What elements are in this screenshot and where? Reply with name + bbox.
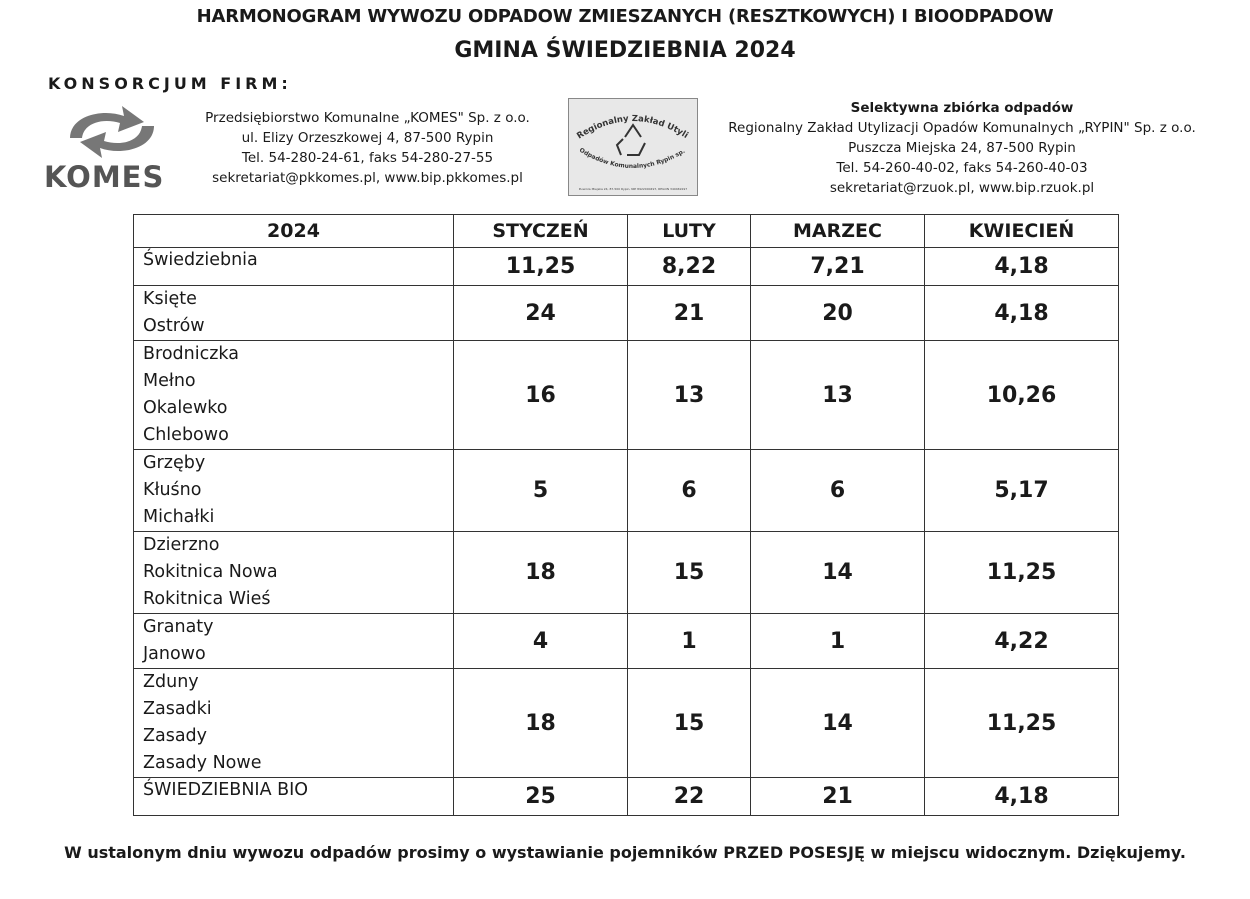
date-cell: 14 [751, 532, 925, 614]
table-row [134, 669, 1119, 778]
location-name: Kłuśno [143, 480, 202, 500]
date-cell: 4 [454, 614, 628, 669]
date-cell: 21 [628, 286, 751, 341]
date-cell: 4,22 [925, 614, 1119, 669]
date-cell: 11,25 [454, 248, 628, 286]
date-cell: 22 [628, 778, 751, 816]
location-name: Zduny [143, 672, 199, 692]
column-header-january: STYCZEŃ [454, 215, 628, 248]
rzuok-email-web: sekretariat@rzuok.pl, www.bip.rzuok.pl [829, 180, 1095, 196]
date-cell: 10,26 [925, 341, 1119, 450]
location-name: Rokitnica Wieś [143, 589, 271, 609]
date-cell: 25 [454, 778, 628, 816]
table-row [134, 532, 1119, 614]
date-cell: 24 [454, 286, 628, 341]
table-row [134, 248, 1119, 286]
location-name: Księte [143, 289, 197, 309]
date-cell: 1 [751, 614, 925, 669]
komes-logo [42, 104, 172, 194]
location-name: Świedziebnia [143, 250, 258, 270]
rzuo-logo-bottom-text: Odpadów Komunalnych Rypin sp. [578, 146, 687, 171]
locations-cell [134, 778, 454, 816]
date-cell: 18 [454, 669, 628, 778]
title-line-2: GMINA ŚWIEDZIEBNIA 2024 [454, 38, 796, 63]
locations-cell [134, 614, 454, 669]
komes-contact-block [190, 108, 545, 188]
date-cell: 5,17 [925, 450, 1119, 532]
locations-cell [134, 532, 454, 614]
location-name: Granaty [143, 617, 214, 637]
locations-cell [134, 286, 454, 341]
komes-email-web: sekretariat@pkkomes.pl, www.bip.pkkomes.pl [212, 170, 523, 186]
locations-cell [134, 669, 454, 778]
schedule-table [133, 214, 1119, 816]
recycle-arrows-icon [62, 104, 162, 160]
date-cell: 16 [454, 341, 628, 450]
date-cell: 15 [628, 669, 751, 778]
locations-cell [134, 248, 454, 286]
komes-logo-text: KOMES [44, 160, 165, 194]
consortium-label: KONSORCJUM FIRM: [48, 74, 292, 93]
date-cell: 11,25 [925, 669, 1119, 778]
location-name: Zasadki [143, 699, 212, 719]
rzuok-heading: Selektywna zbiórka odpadów [850, 100, 1074, 116]
rzuo-logo [568, 98, 698, 196]
column-header-april: KWIECIEŃ [925, 215, 1119, 248]
date-cell: 21 [751, 778, 925, 816]
date-cell: 15 [628, 532, 751, 614]
rzuok-phone: Tel. 54-260-40-02, faks 54-260-40-03 [836, 160, 1088, 176]
table-row [134, 286, 1119, 341]
locations-cell [134, 341, 454, 450]
location-name: Zasady [143, 726, 208, 746]
date-cell: 6 [628, 450, 751, 532]
rzuo-logo-fine-print: Puszcza Miejska 24, 87-500 Rypin, NIP 8922000497, REGON 340469197 [578, 187, 688, 191]
column-header-year: 2024 [134, 215, 454, 248]
date-cell: 20 [751, 286, 925, 341]
date-cell: 4,18 [925, 248, 1119, 286]
table-row [134, 341, 1119, 450]
date-cell: 6 [751, 450, 925, 532]
location-name: ŚWIEDZIEBNIA BIO [143, 780, 309, 800]
date-cell: 11,25 [925, 532, 1119, 614]
date-cell: 8,22 [628, 248, 751, 286]
table-row [134, 614, 1119, 669]
date-cell: 7,21 [751, 248, 925, 286]
location-name: Okalewko [143, 398, 228, 418]
table-row [134, 778, 1119, 816]
location-name: Grzęby [143, 453, 206, 473]
location-name: Ostrów [143, 316, 205, 336]
date-cell: 18 [454, 532, 628, 614]
location-name: Brodniczka [143, 344, 239, 364]
column-header-february: LUTY [628, 215, 751, 248]
rzuok-company-name: Regionalny Zakład Utylizacji Opadów Komunalnych „RYPIN" Sp. z o.o. [728, 120, 1196, 136]
date-cell: 13 [628, 341, 751, 450]
rzuok-address: Puszcza Miejska 24, 87-500 Rypin [848, 140, 1076, 156]
table-row [134, 450, 1119, 532]
location-name: Rokitnica Nowa [143, 562, 278, 582]
location-name: Mełno [143, 371, 196, 391]
komes-phone: Tel. 54-280-24-61, faks 54-280-27-55 [241, 150, 494, 166]
date-cell: 13 [751, 341, 925, 450]
date-cell: 4,18 [925, 778, 1119, 816]
column-header-march: MARZEC [751, 215, 925, 248]
footer-note: W ustalonym dniu wywozu odpadów prosimy o wystawianie pojemników PRZED POSESJĘ w miejscu widocznym. Dziękujemy. [64, 843, 1186, 862]
location-name: Janowo [143, 644, 206, 664]
rzuok-contact-block [722, 98, 1202, 198]
date-cell: 1 [628, 614, 751, 669]
locations-cell [134, 450, 454, 532]
date-cell: 5 [454, 450, 628, 532]
svg-text:Regionalny Zakład Utylizacji [569, 99, 690, 141]
date-cell: 4,18 [925, 286, 1119, 341]
title-line-1: HARMONOGRAM WYWOZU ODPADOW ZMIESZANYCH (RESZTKOWYCH) I BIOODPADOW [196, 6, 1054, 27]
recycle-triangle-icon [617, 125, 645, 155]
komes-company-name: Przedsiębiorstwo Komunalne „KOMES" Sp. z o.o. [205, 110, 530, 126]
location-name: Michałki [143, 507, 215, 527]
location-name: Dzierzno [143, 535, 220, 555]
komes-address: ul. Elizy Orzeszkowej 4, 87-500 Rypin [241, 130, 494, 146]
table-header-row [134, 215, 1119, 248]
location-name: Zasady Nowe [143, 753, 262, 773]
rzuo-logo-top-text: Regionalny Zakład Utyli [575, 113, 690, 142]
date-cell: 14 [751, 669, 925, 778]
location-name: Chlebowo [143, 425, 229, 445]
